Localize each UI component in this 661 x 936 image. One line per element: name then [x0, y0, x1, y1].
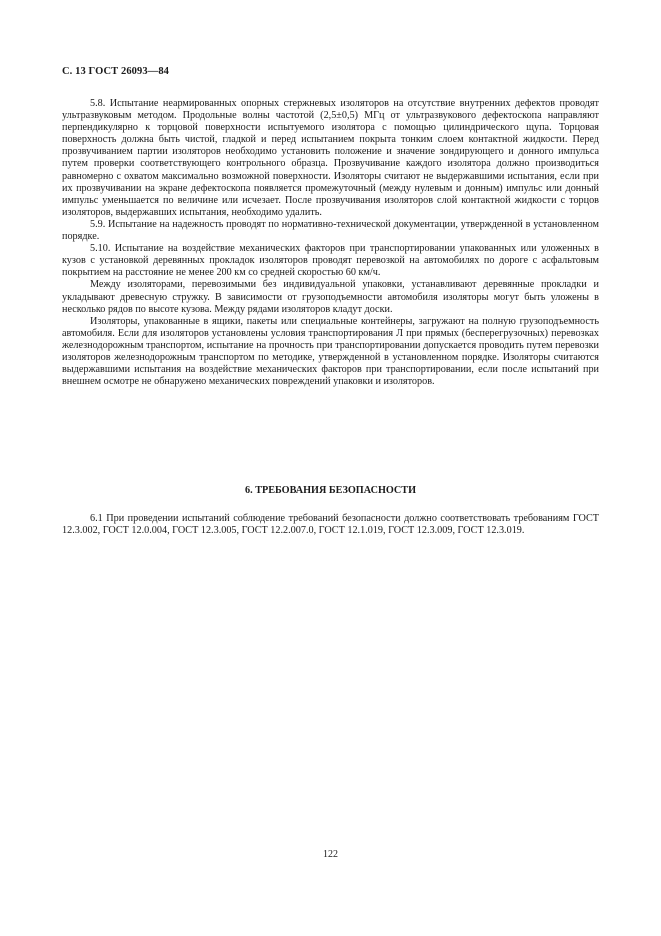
paragraph-5-9: 5.9. Испытание на надежность проводят по нормативно-технической документации, утвержденной в установленном порядке.	[62, 218, 599, 243]
page-number: 122	[323, 849, 338, 860]
paragraph-6-1: 6.1 При проведении испытаний соблюдение требований безопасности должно соответствовать требованиям ГОСТ 12.3.002, ГОСТ 12.0.004, ГОСТ 12.3.005, ГОСТ 12.2.007.0, ГОСТ 12.1.019, ГОСТ 12.3.009, ГОСТ 12.3.019.	[62, 513, 599, 537]
section-5-body	[62, 98, 599, 388]
section-6-body	[62, 513, 599, 537]
paragraph-5-10-packed: Изоляторы, упакованные в ящики, пакеты или специальные контейнеры, загружают на полную грузоподъемность автомобиля. Если для изоляторов установлены условия транспортирования Л при прямых (бесперегрузочных) перевозках железнодорожным транспортом, испытание на прочность при транспортировании допускается проводить путем перевозки изоляторов железнодорожным транспортом по методике, утвержденной в установленном порядке. Изоляторы считаются выдержавшими испытания на воздействие механических факторов при транспортировании, если после испытаний при внешнем осмотре не обнаружено механических повреждений упаковки и изоляторов.	[62, 315, 599, 388]
section-6-title: 6. ТРЕБОВАНИЯ БЕЗОПАСНОСТИ	[245, 485, 416, 496]
paragraph-5-8: 5.8. Испытание неармированных опорных стержневых изоляторов на отсутствие внутренних дефектов проводят ультразвуковым методом. Продольные волны частотой (2,5±0,5) МГц от ультразвукового дефектоскопа направляют перпендикулярно к торцовой поверхности испытуемого изолятора с помощью цилиндрического щупа. Торцовая поверхность должна быть чистой, гладкой и перед испытанием покрыта тонким слоем контактной жидкости. Перед прозвучиванием партии изоляторов необходимо установить положение и значение зондирующего и донного импульса путем проверки соответствующего контрольного образца. Прозвучивание каждого изолятора должно производиться равномерно с охватом максимально возможной поверхности. Изоляторы считают не выдержавшими испытания, если при их прозвучивании на экране дефектоскопа появляется промежуточный (между нулевым и донным) импульс или донный импульс уменьшается по величине или исчезает. После прозвучивания изоляторов слой контактной жидкости с торцов изоляторов, выдержавших испытания, необходимо удалить.	[62, 98, 599, 218]
paragraph-5-10-unpacked: Между изоляторами, перевозимыми без индивидуальной упаковки, устанавливают деревянные прокладки и укладывают древесную стружку. В зависимости от грузоподъемности автомобиля изоляторы могут быть уложены в несколько рядов по высоте кузова. Между рядами изоляторов кладут доски.	[62, 279, 599, 315]
paragraph-5-10: 5.10. Испытание на воздействие механических факторов при транспортировании упакованных или уложенных в кузов с установкой деревянных прокладок изоляторов проводят перевозкой на автомобилях по дороге с асфальтовым покрытием на расстояние не менее 200 км со средней скоростью 60 км/ч.	[62, 243, 599, 279]
page-header: С. 13 ГОСТ 26093—84	[62, 66, 170, 77]
